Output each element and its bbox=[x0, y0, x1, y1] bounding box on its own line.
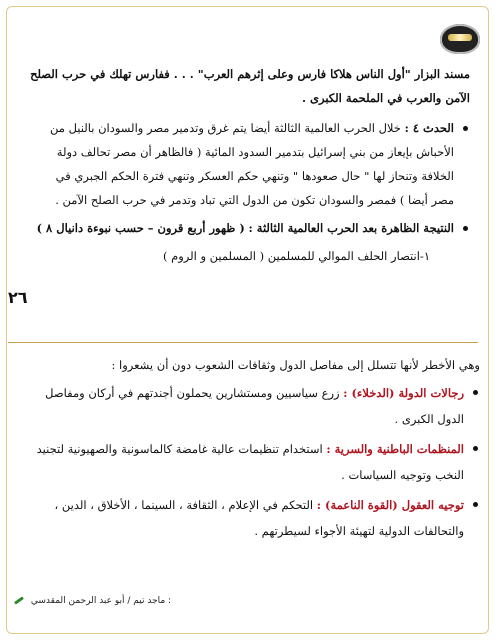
bullet-icon bbox=[463, 126, 468, 131]
result-sub-point: ١-انتصار الحلف الموالي للمسلمين ( المسلمين و الروم ) bbox=[162, 249, 430, 263]
list-item-heading: رجالات الدولة (الدخلاء) : bbox=[343, 386, 464, 400]
bullet-icon bbox=[463, 226, 468, 231]
emblem-logo-icon bbox=[440, 24, 480, 54]
result-heading: النتيجة الظاهرة بعد الحرب العالمية الثالثة : bbox=[248, 221, 454, 235]
page-number: ٢٦ bbox=[8, 288, 28, 307]
intro-paragraph: مسند البزار "أول الناس هلاكا فارس وعلى إثرهم العرب" . . . ففارس تهلك في حرب الصلح الآمن والعرب في الملحمة الكبرى . bbox=[30, 67, 470, 105]
section-divider bbox=[8, 342, 478, 343]
bullet-icon bbox=[473, 446, 478, 451]
danger-line: وهي الأخطر لأنها تتسلل إلى مفاصل الدول وثقافات الشعوب دون أن يشعروا : bbox=[111, 358, 480, 372]
list-item bbox=[30, 436, 480, 488]
event-heading: الحدث ٤ : bbox=[404, 121, 454, 135]
result-item bbox=[30, 216, 470, 240]
bullet-icon bbox=[473, 390, 478, 395]
list-item-text: زرع سياسيين ومستشارين يحملون أجندتهم في أركان ومفاصل الدول الكبرى . bbox=[45, 386, 464, 426]
list-item bbox=[30, 492, 480, 544]
list-item-heading: المنظمات الباطنية والسرية : bbox=[326, 442, 464, 456]
event-item bbox=[30, 116, 470, 212]
pen-icon bbox=[14, 596, 24, 604]
main-content bbox=[30, 62, 470, 274]
result-text: ( ظهور أربع قرون – حسب نبوءة دانيال ٨ ) bbox=[36, 221, 245, 235]
list-item-heading: توجيه العقول (القوة الناعمة) : bbox=[316, 498, 464, 512]
footer-credit bbox=[14, 596, 254, 606]
event-text: خلال الحرب العالمية الثالثة أيضا يتم غرق وتدمير مصر والسودان بالنيل من الأحباش بإيعاز من بني إسرائيل بتدمير السدود المائية ( فالظاهر أن مصر تحالف دولة الخلافة وتنحاز لها " حال صعودها " وتنهي حكم العسكر وتنهي فترة الحكم الجبري في مصر أيضا ) فمصر والسودان تكون من الدول التي تباد وتدمر في حرب الصلح الآمن . bbox=[50, 121, 454, 207]
list-item-text: استخدام تنظيمات عالية غامضة كالماسونية والصهيونية لتجنيد النخب وتوجيه السياسات . bbox=[36, 442, 464, 482]
lower-section bbox=[30, 352, 480, 548]
footer-text: : ماجد تيم / أبو عبد الرحمن المقدسي bbox=[30, 596, 172, 606]
list-item bbox=[30, 380, 480, 432]
bullet-icon bbox=[473, 502, 478, 507]
list-item-text: التحكم في الإعلام ، الثقافة ، السينما ، الأخلاق ، الدين ، والتحالفات الدولية لتهيئة الأجواء لسيطرتهم . bbox=[54, 498, 464, 538]
